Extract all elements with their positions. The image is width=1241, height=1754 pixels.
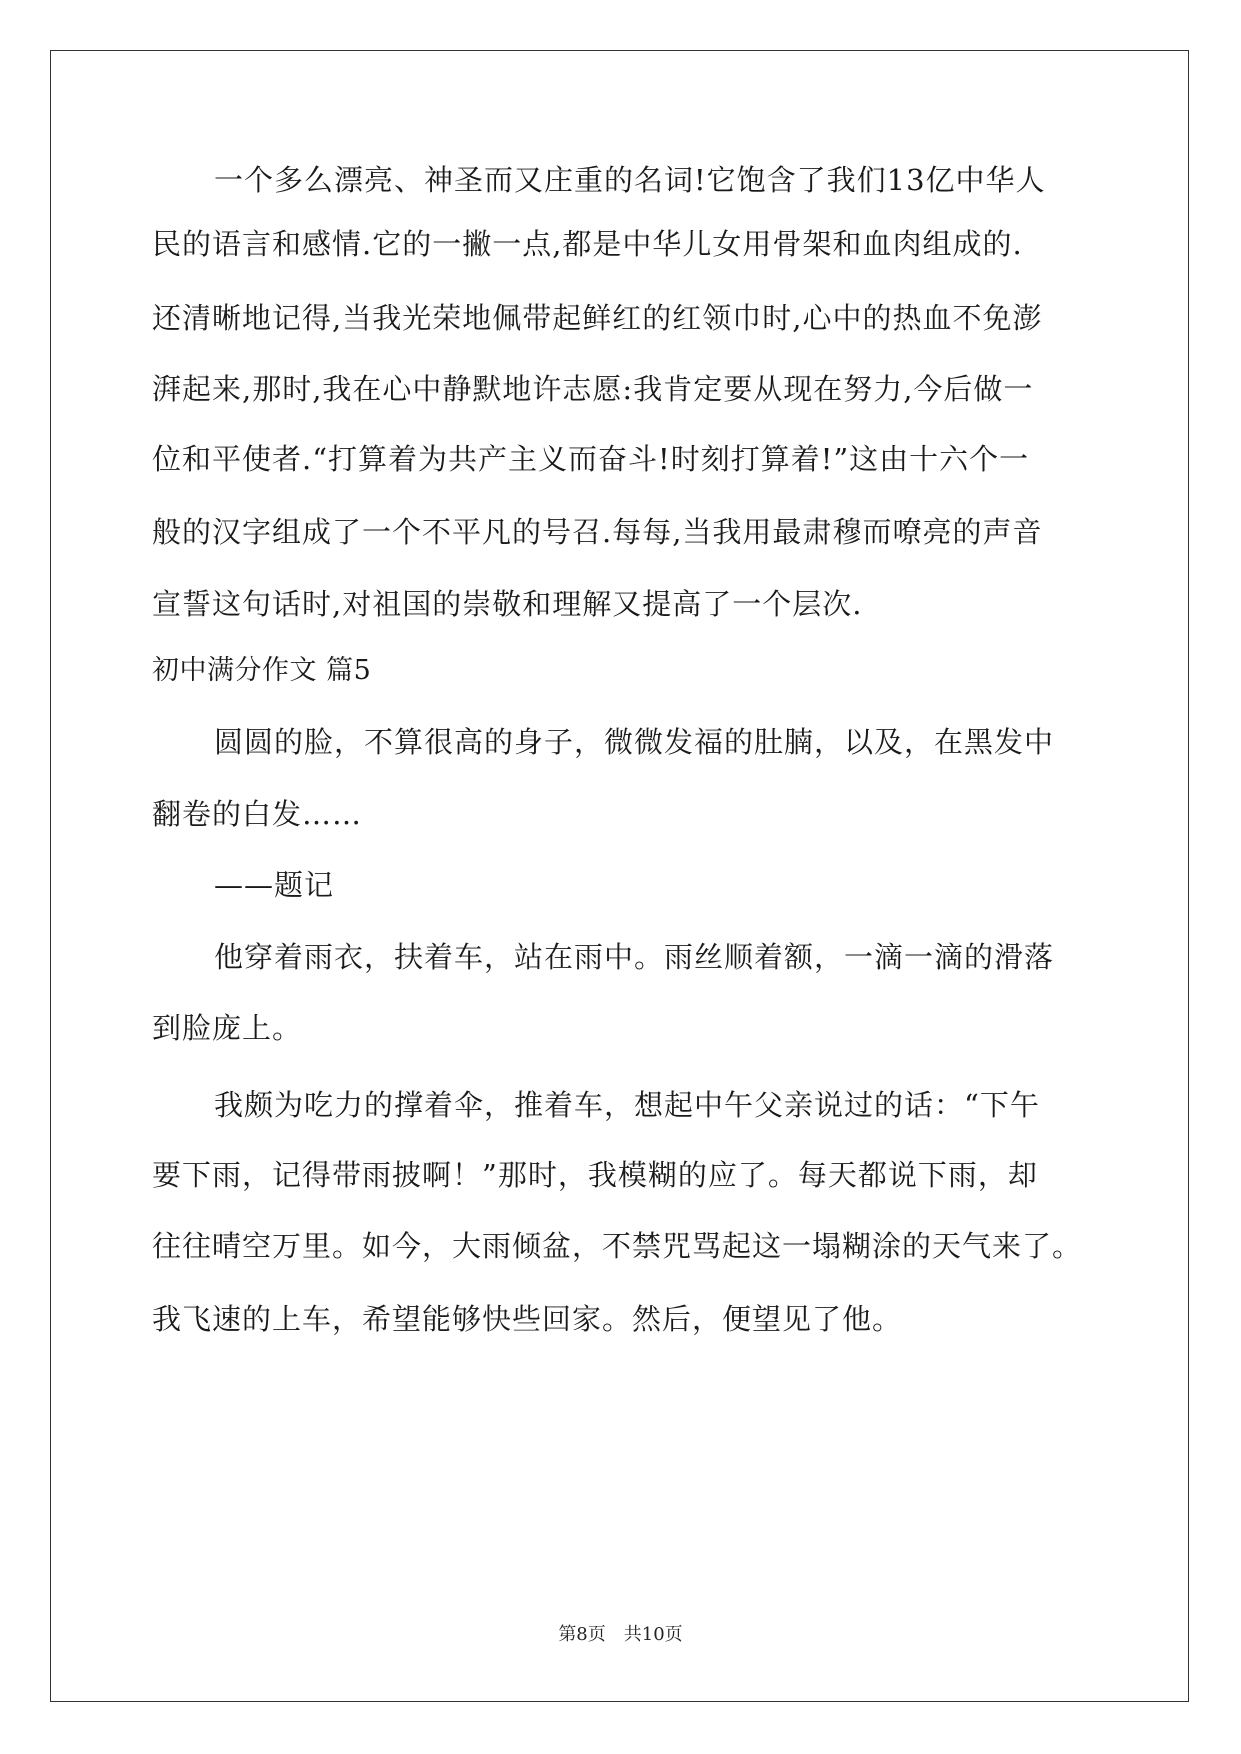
text-line: 我飞速的上车，希望能够快些回家。然后，便望见了他。 <box>152 1302 903 1336</box>
text-line: 位和平使者.“打算着为共产主义而奋斗!时刻打算着!”这由十六个一 <box>152 442 1030 476</box>
text-line: 湃起来,那时,我在心中静默地许志愿:我肯定要从现在努力,今后做一 <box>152 372 1034 406</box>
text-line: 翻卷的白发…… <box>152 797 363 831</box>
epigraph-attribution: ——题记 <box>214 868 335 902</box>
text-line: 到脸庞上。 <box>152 1011 303 1045</box>
text-line: 圆圆的脸，不算很高的身子，微微发福的肚腩，以及，在黑发中 <box>214 725 1055 759</box>
text-line: 般的汉字组成了一个不平凡的号召.每每,当我用最肃穆而嘹亮的声音 <box>152 515 1043 549</box>
text-line: 一个多么漂亮、神圣而又庄重的名词!它饱含了我们13亿中华人 <box>214 163 1046 197</box>
text-line: 他穿着雨衣，扶着车，站在雨中。雨丝顺着额，一滴一滴的滑落 <box>214 940 1055 974</box>
text-line: 我颇为吃力的撑着伞，推着车，想起中午父亲说过的话：“下午 <box>214 1088 1040 1122</box>
text-line: 民的语言和感情.它的一撇一点,都是中华儿女用骨架和血肉组成的. <box>152 227 1023 261</box>
text-line: 往往晴空万里。如今，大雨倾盆，不禁咒骂起这一塌糊涂的天气来了。 <box>152 1229 1083 1263</box>
text-line: 还清晰地记得,当我光荣地佩带起鲜红的红领巾时,心中的热血不免澎 <box>152 301 1043 335</box>
text-line: 宣誓这句话时,对祖国的崇敬和理解又提高了一个层次. <box>152 587 863 621</box>
text-line: 要下雨，记得带雨披啊！”那时，我模糊的应了。每天都说下雨，却 <box>152 1158 1038 1192</box>
section-heading: 初中满分作文 篇5 <box>152 655 372 686</box>
page-number: 第8页 共10页 <box>558 1624 683 1645</box>
